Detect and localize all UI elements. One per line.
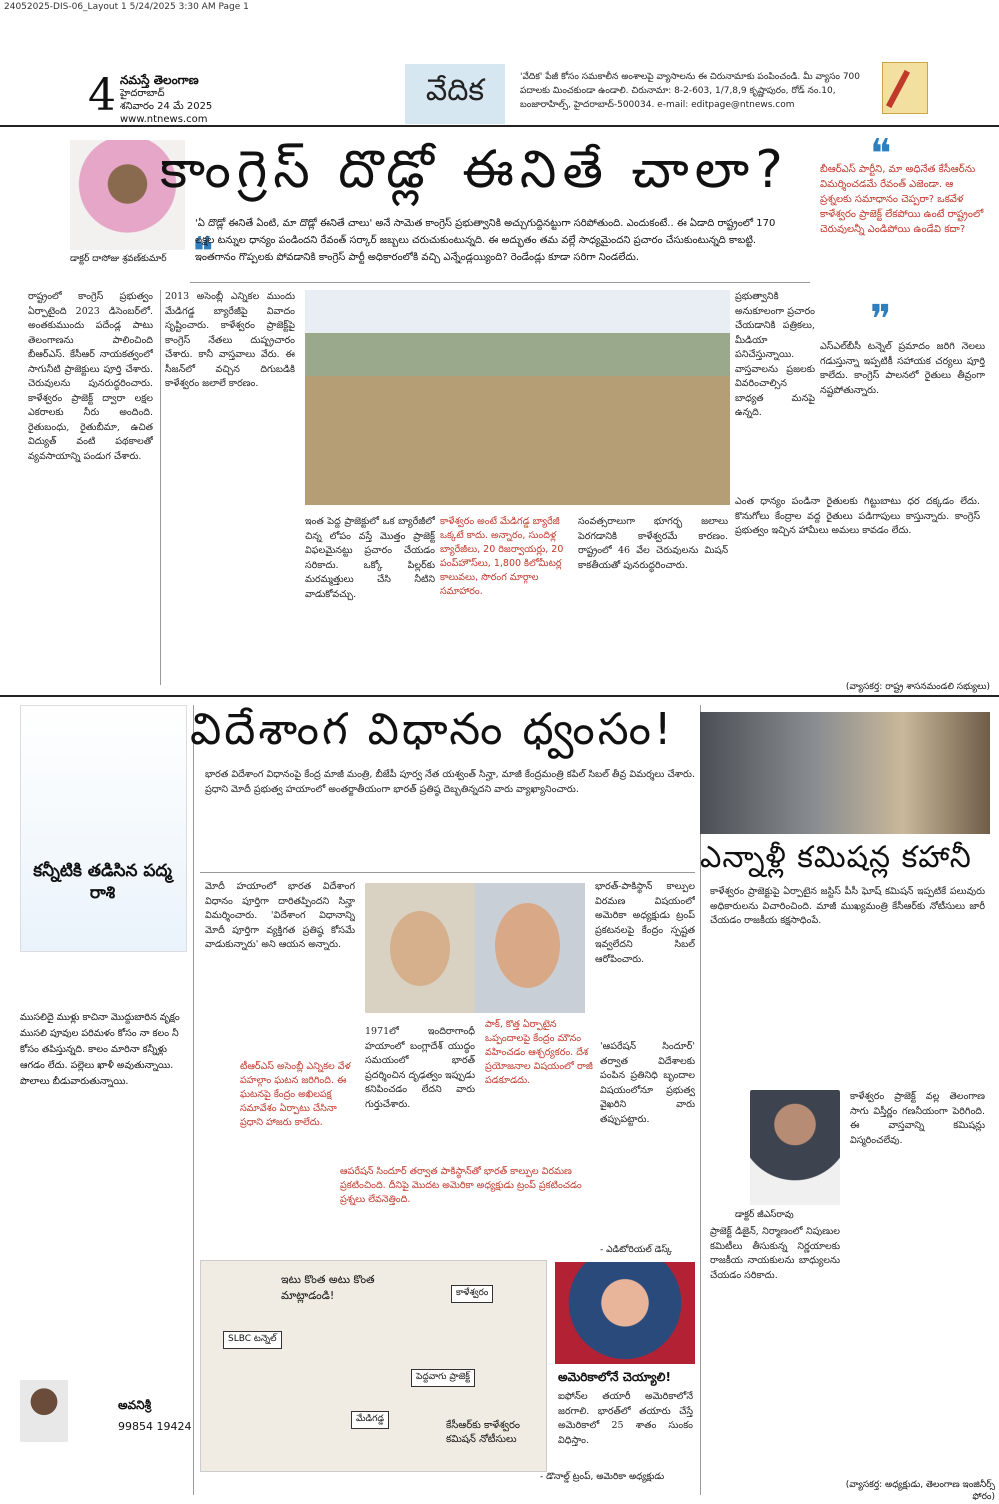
sidebar-text: ఎస్‌ఎల్‌బీసీ టన్నెల్ ప్రమాదం జరిగి నెలలు గడుస్తున్నా ఇప్పటికీ సహాయక చర్యలు పూర్తి కాలేదు. కాంగ్రెస్ పాలనలో రైతులు తీవ్రంగా నష్టపోతున్నారు. xyxy=(820,341,985,396)
page-number: 4 xyxy=(88,70,116,121)
cartoon-label: మేడిగడ్డ xyxy=(351,1411,389,1429)
leaders-photo xyxy=(365,883,585,1013)
masthead-rule xyxy=(0,125,999,127)
poem-title: కన్నీటికి తడిసిన పద్మ రాశి xyxy=(33,861,172,903)
article-signoff: - ఎడిటోరియల్ డెస్క్ xyxy=(600,1245,672,1255)
body-column: మోదీ హయాంలో భారత విదేశాంగ విధానం పూర్తిగా దారితప్పిందని సిన్హా విమర్శించారు. 'విదేశాంగ విధానాన్ని మోదీ పూర్తిగా వ్యక్తిగత ప్రతిష్ఠ కోసమే వాడుకున్నారు' అని ఆయన అన్నారు. xyxy=(205,881,355,950)
pull-quote: బీఆర్‌ఎస్ పార్టీని, మా అధినేత కేసీఆర్‌ను విమర్శించడమే రేవంత్ ఎజెండా. ఆ ప్రశ్నలకు సమాధానం చెప్పరా? ఒకవేళ కాళేశ్వరం ప్రాజెక్ట్ లేకపోయి ఉంటే రాష్ట్రంలో చెరువులన్నీ ఎండిపోయి ఉండేవి కదా? xyxy=(820,164,984,235)
body-column: ఇంత పెద్ద ప్రాజెక్టులో ఒక బ్యారేజీలో చిన్న లోపం వస్తే మొత్తం ప్రాజెక్ట్ విఫలమైనట్టు ప్రచారం చేయడం సరికాదు. ఒక్కో పిల్లర్‌కు మరమ్మత్తులు చేసి నీటిని వాడుకోవచ్చు. xyxy=(305,516,435,600)
body-column: భారత్-పాకిస్థాన్ కాల్పుల విరమణ విషయంలో అమెరికా అధ్యక్షుడు ట్రంప్ ప్రకటనలపై కేంద్రం స్పష్టత ఇవ్వలేదని సిబల్ ఆరోపించారు. xyxy=(595,881,695,965)
submission-note: 'వేదిక' పేజీ కోసం సమకాలీన అంశాలపై వ్యాసాలను ఈ చిరునామాకు పంపించండి. మీ వ్యాసం 700 పదాలకు మించకుండా ఉండాలి. చిరునామా: 8-2-603, 1/7,8,9 కృష్ణాపురం, రోడ్ నం.10, బంజారాహిల్స్, హైదరాబాద్-500034. e-mail: editpage@ntnews.com xyxy=(520,72,860,110)
cartoon-label: SLBC టన్నెల్ xyxy=(223,1331,282,1349)
article-headline: కాంగ్రెస్ దొడ్లో ఈనితే చాలా? xyxy=(160,140,789,200)
author-byline: డాక్టర్ దాసోజు శ్రవణ్‌కుమార్ xyxy=(70,254,167,264)
body-column: 2013 అసెంబ్లీ ఎన్నికల ముందు మేడిగడ్డ బ్యారేజీపై వివాదం సృష్టించారు. కాళేశ్వరం ప్రాజెక్ట్‌పై కాంగ్రెస్ నేతలు దుష్ప్రచారం చేశారు. కానీ వాస్తవాలు వేరు. ఈ సీజన్‌లో వచ్చిన దిగుబడికి కాళేశ్వరం జలాలే కారణం. xyxy=(165,291,295,389)
column-rule xyxy=(193,705,194,1495)
paper-name: నమస్తే తెలంగాణ xyxy=(120,73,199,87)
trump-photo xyxy=(555,1262,695,1364)
pull-quote: పాక్, కొత్త ఏర్పాటైన ఒప్పందాలపై కేంద్రం మౌనం వహించడం ఆశ్చర్యకరం. దేశ ప్రయోజనాల విషయంలో రాజీ పడకూడదు. xyxy=(485,1019,593,1086)
box-attribution: - డొనాల్డ్ ట్రంప్, అమెరికా అధ్యక్షుడు xyxy=(540,1472,665,1482)
barrage-photo xyxy=(305,290,730,505)
box-body: ఐఫోన్‌ల తయారీ అమెరికాలోనే జరగాలి. భారత్‌లో తయారు చేస్తే అమెరికాలో 25 శాతం సుంకం విధిస్తాం. xyxy=(558,1391,693,1446)
city: హైదరాబాద్ xyxy=(120,88,165,99)
body-column: 'ఆపరేషన్ సిందూర్' తర్వాత విదేశాలకు పంపిన ప్రతినిధి బృందాల విషయంలోనూ ప్రభుత్వ వైఖరిని వారు తప్పుపట్టారు. xyxy=(600,1041,695,1125)
body-column: సంవత్సరాలుగా భూగర్భ జలాలు పెరగడానికి కాళేశ్వరమే కారణం. రాష్ట్రంలో 46 వేల చెరువులను మిషన్ కాకతీయతో పునరుద్ధరించారు. xyxy=(578,516,728,571)
article-intro: 'ఏ దొడ్లో ఈనితే ఏంటి, మా దొడ్లో ఈనితే చాలు' అనే సామెత కాంగ్రెస్ ప్రభుత్వానికి అచ్చుగుద్దినట్టుగా సరిపోతుంది. ఎందుకంటే.. ఈ ఏడాది రాష్ట్రంలో 170 లక్షల టన్నుల ధాన్యం పండిందని రేవంత్ సర్కార్ జబ్బలు చరుచుకుంటున్నది. ఈ అద్భుతం తమ వల్లే సాధ్యమైందని ప్రచారం చేసుకుంటున్నది కాబట్టి. ఇంతగానం గొప్పలకు పోవడానికి కాంగ్రెస్ పార్టీ అధికారంలోకి వచ్చి ఎన్నేండ్లయ్యింది? రెండేండ్లు కూడా సరిగా నిండలేదు. xyxy=(195,218,776,263)
poet-photo xyxy=(20,1380,68,1442)
section-title: వేదిక xyxy=(405,64,505,124)
body-column: కాళేశ్వరం ప్రాజెక్ట్ వల్ల తెలంగాణ సాగు విస్తీర్ణం గణనీయంగా పెరిగింది. ఈ వాస్తవాన్ని కమిషన్లు విస్మరించలేవు. xyxy=(850,1091,985,1146)
print-slug: 24052025-DIS-06_Layout 1 5/24/2025 3:30 AM Page 1 xyxy=(4,2,249,12)
author-tagline: (వ్యాసకర్త: రాష్ట్ర శాసనమండలి సభ్యులు) xyxy=(845,682,990,692)
masthead-info xyxy=(120,74,230,126)
box-title: అమెరికాలోనే చెయ్యాలి! xyxy=(558,1370,671,1384)
website: www.ntnews.com xyxy=(120,114,208,125)
photo-caption: కాళేశ్వరం అంటే మేడిగడ్డ బ్యారేజీ ఒక్కటే కాదు. అన్నారం, సుందిళ్ల బ్యారేజీలు, 20 రిజర్వాయర్లు, 20 పంప్‌హౌస్‌లు, 1,800 కిలోమీటర్ల కాలువలు, సొరంగ మార్గాల సమాహారం. xyxy=(440,516,564,597)
intro-rule xyxy=(190,282,810,283)
editorial-cartoon xyxy=(200,1260,547,1472)
body-column: రాష్ట్రంలో కాంగ్రెస్ ప్రభుత్వం ఏర్పాటైంది 2023 డిసెంబర్‌లో. అంతకుముందు పదేండ్ల పాటు తెలంగాణను పాలించింది బీఆర్‌ఎస్. కేసీఆర్ నాయకత్వంలో సాగునీటి ప్రాజెక్టులు పూర్తి చేశారు. చెరువులను పునరుద్ధరించారు. కాళేశ్వరం ప్రాజెక్ట్ ద్వారా లక్షల ఎకరాలకు నీరు అందింది. రైతుబంధు, రైతుబీమా, ఉచిత విద్యుత్ వంటి పథకాలతో వ్యవసాయాన్ని పండుగ చేశారు. xyxy=(28,291,153,462)
body-column: ఎంత ధాన్యం పండినా రైతులకు గిట్టుబాటు ధర దక్కడం లేదు. కొనుగోలు కేంద్రాల వద్ద రైతులు పడిగాపులు కాస్తున్నారు. కాంగ్రెస్ ప్రభుత్వం ఇచ్చిన హామీలు అమలు కావడం లేదు. xyxy=(735,496,980,536)
cartoon-label: కాళేశ్వరం xyxy=(451,1285,493,1303)
column-rule xyxy=(160,290,161,685)
poet-phone: 99854 19424 xyxy=(118,1420,192,1433)
cartoon-speech: ఇటు కొంత అటు కొంత మాట్లాడండి! xyxy=(281,1273,375,1302)
quote-icon: ❝ xyxy=(870,131,892,177)
pull-quote: టీఆర్‌ఎస్ అసెంబ్లీ ఎన్నికల వేళ పహల్గాం ఘటన జరిగింది. ఈ ఘటనపై కేంద్రం అఖిలపక్ష సమావేశం ఏర్పాటు చేసినా ప్రధాని హాజరు కాలేదు. xyxy=(240,1061,351,1128)
author-photo xyxy=(750,1090,840,1205)
body-column: ప్రాజెక్ట్ డిజైన్, నిర్మాణంలో నిపుణుల కమిటీలు తీసుకున్న నిర్ణయాలకు రాజకీయ నాయకులను బాధ్యులను చేయడం సరికాదు. xyxy=(710,1226,840,1281)
article-headline: ఎన్నాళ్లీ కమిషన్ల కహానీ xyxy=(700,840,972,875)
pull-quote: ఆపరేషన్ సిందూర్ తర్వాత పాకిస్థాన్‌తో భారత్ కాల్పుల విరమణ ప్రకటించింది. దీనిపై మొదట అమెరికా అధ్యక్షుడు ట్రంప్ ప్రకటించడం ప్రశ్నలు లేవనెత్తింది. xyxy=(340,1166,582,1205)
body-column: ప్రభుత్వానికి అనుకూలంగా ప్రచారం చేయడానికి పత్రికలు, మీడియా పనిచేస్తున్నాయి. వాస్తవాలను ప్రజలకు వివరించాల్సిన బాధ్యత మనపై ఉన్నది. xyxy=(735,291,815,418)
article-intro: భారత విదేశాంగ విధానంపై కేంద్ర మాజీ మంత్రి, బీజేపీ పూర్వ నేత యశ్వంత్ సిన్హా, మాజీ కేంద్రమంత్రి కపిల్ సిబల్ తీవ్ర విమర్శలు చేశారు. ప్రధాని మోదీ ప్రభుత్వ హయాంలో అంతర్జాతీయంగా భారత్ ప్రతిష్ఠ దెబ్బతిన్నదని వారు వ్యాఖ్యానించారు. xyxy=(205,769,695,795)
pen-notepad-icon xyxy=(882,62,928,114)
cartoon-caption: కేసీఆర్‌కు కాళేశ్వరం కమిషన్ నోటీసులు xyxy=(446,1420,520,1445)
poem-body: ముసలిదై ముళ్లు కాచినా మొద్దుబారిన వృక్షం ముసలి పూవుల పరిమళం కోసం నా కలం నీ కోసం తపిస్తున్నది. కాలం మారినా కన్నీళ్లు ఆగడం లేదు. పల్లెలు ఖాళీ అవుతున్నాయి. పొలాలు బీడువారుతున్నాయి. xyxy=(20,1012,180,1087)
cartoon-label: పెద్దవాగు ప్రాజెక్ట్ xyxy=(411,1369,475,1387)
commission-photo xyxy=(700,712,990,834)
quote-icon: ❝ xyxy=(192,229,214,275)
body-column: 1971లో ఇందిరాగాంధీ హయాంలో బంగ్లాదేశ్ యుద్ధం సమయంలో భారత్ ప్రదర్శించిన దృఢత్వం ఇప్పుడు కనిపించడం లేదని వారు గుర్తుచేశారు. xyxy=(365,1026,475,1110)
article-headline: విదేశాంగ విధానం ధ్వంసం! xyxy=(190,704,675,755)
intro-rule xyxy=(200,872,695,873)
quote-icon: ❞ xyxy=(870,297,892,343)
poem-illustration xyxy=(20,705,187,952)
author-byline: డాక్టర్ జీఎస్‌రావు xyxy=(735,1210,794,1220)
poet-name: అవనిశ్రీ xyxy=(118,1398,152,1412)
author-tagline: (వ్యాసకర్త: అధ్యక్షుడు, తెలంగాణ ఇంజినీర్స్ ఫోరం) xyxy=(845,1480,995,1502)
issue-date: శనివారం 24 మే 2025 xyxy=(120,101,213,112)
section-divider xyxy=(0,695,999,697)
body-column: కాళేశ్వరం ప్రాజెక్టుపై ఏర్పాటైన జస్టిస్ పీసీ ఘోష్ కమిషన్ ఇప్పటికే పలువురు అధికారులను విచారించింది. మాజీ ముఖ్యమంత్రి కేసీఆర్‌కు నోటీసులు జారీ చేయడం రాజకీయ కక్షసాధింపే. xyxy=(710,886,985,926)
